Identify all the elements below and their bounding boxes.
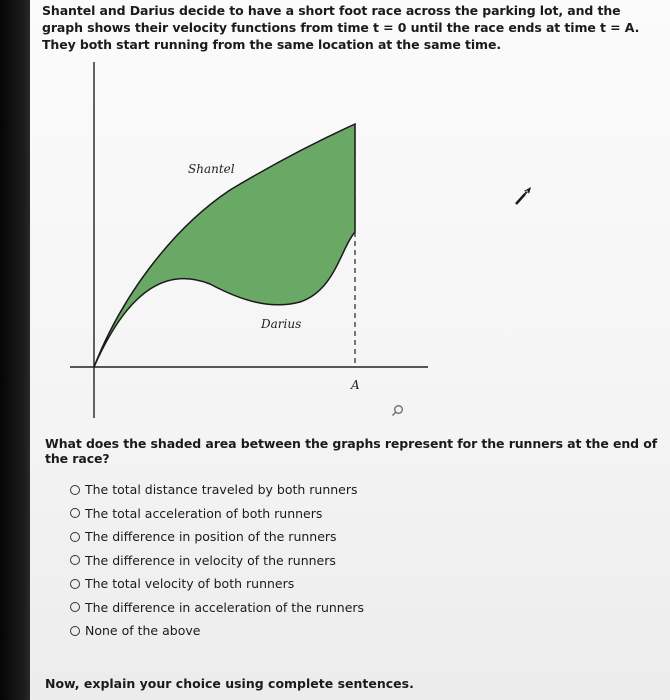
radio-icon[interactable]	[70, 508, 80, 518]
answer-option-label: The total distance traveled by both runners	[85, 482, 358, 498]
radio-icon[interactable]	[70, 532, 80, 542]
radio-icon[interactable]	[70, 602, 80, 612]
explain-prompt: Now, explain your choice using complete sentences.	[45, 676, 414, 691]
radio-icon[interactable]	[70, 555, 80, 565]
answer-option[interactable]	[70, 478, 364, 502]
answer-option-label: The difference in acceleration of the runners	[85, 599, 365, 615]
answer-option[interactable]	[70, 572, 364, 596]
answer-option-label: The total velocity of both runners	[85, 576, 295, 592]
question-page	[30, 0, 670, 700]
answer-option[interactable]	[70, 502, 364, 526]
answer-option-label: None of the above	[85, 623, 201, 639]
a-tick-label: A	[351, 378, 360, 392]
question-text: Shantel and Darius decide to have a short foot race across the parking lot, and the graph shows their velocity functions from time t = 0 until the race ends at time t = A. They both start running from the same location at the same time.	[42, 3, 640, 52]
radio-icon[interactable]	[70, 579, 80, 589]
screen-bezel	[0, 0, 30, 700]
answer-option[interactable]	[70, 619, 364, 643]
radio-icon[interactable]	[70, 626, 80, 636]
answer-option[interactable]	[70, 596, 364, 620]
answer-option-label: The difference in velocity of the runners	[85, 552, 336, 568]
shaded-area	[94, 124, 355, 367]
shantel-label: Shantel	[188, 162, 235, 176]
answer-option-label: The difference in position of the runners	[85, 529, 337, 545]
question-prompt: What does the shaded area between the graphs represent for the runners at the end of the race?	[45, 436, 658, 466]
radio-icon[interactable]	[70, 485, 80, 495]
velocity-graph	[30, 0, 670, 430]
answer-option-label: The total acceleration of both runners	[85, 505, 323, 521]
search-icon[interactable]	[391, 404, 405, 418]
answer-options	[70, 478, 364, 643]
answer-option[interactable]	[70, 525, 364, 549]
mouse-cursor-icon	[514, 186, 534, 206]
darius-label: Darius	[261, 317, 302, 331]
answer-option[interactable]	[70, 549, 364, 573]
